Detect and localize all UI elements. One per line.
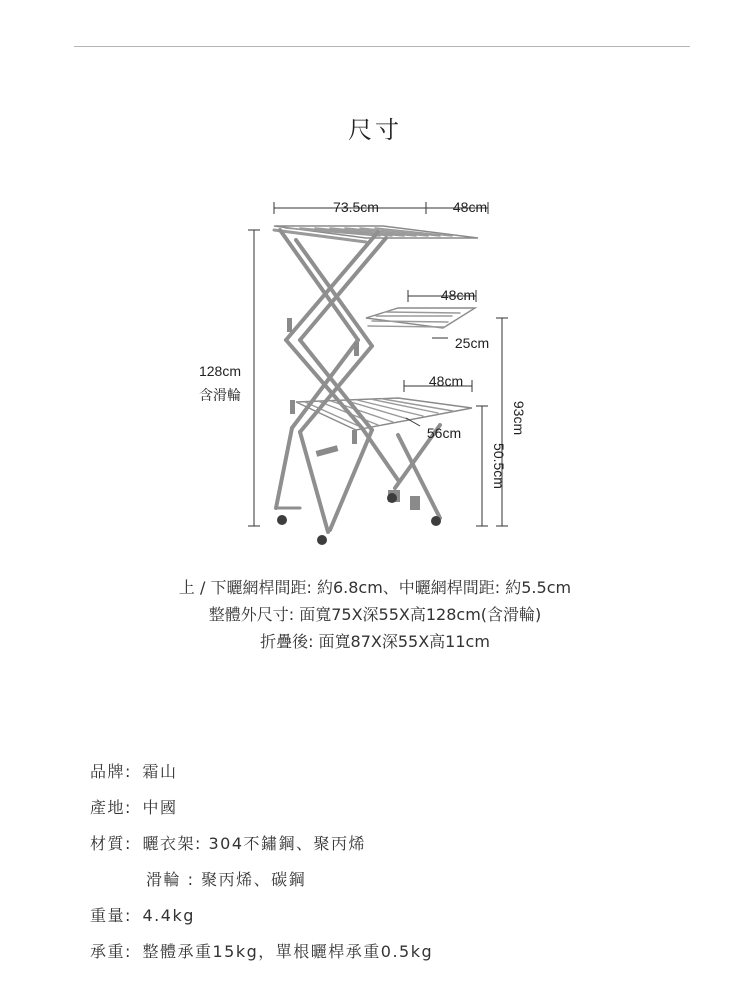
dim-height-93: 93cm	[511, 400, 527, 436]
spec-material-value-2: 滑輪 : 聚丙烯、碳鋼	[146, 870, 307, 889]
spec-material-value: 曬衣架: 304不鏽鋼、聚丙烯	[142, 834, 367, 853]
dimension-notes	[0, 574, 750, 655]
spec-origin-value: 中國	[142, 798, 178, 817]
spec-weight	[90, 902, 710, 938]
dim-low-width: 48cm	[428, 373, 464, 389]
drying-rack-diagram	[0, 190, 750, 560]
spec-weight-value: 4.4kg	[142, 906, 195, 925]
dim-top-width: 73.5cm	[333, 199, 379, 215]
dimension-lines	[248, 202, 508, 526]
spec-origin-label: 產地:	[90, 798, 132, 817]
scissor-frame	[276, 230, 440, 532]
dimension-line-3: 折疊後: 面寬87X深55X高11cm	[260, 632, 490, 651]
section-title: 尺寸	[348, 116, 402, 144]
spec-brand-label: 品牌:	[90, 762, 132, 781]
dim-low-depth: 56cm	[426, 425, 462, 441]
spec-load-label: 承重:	[90, 942, 132, 961]
spec-origin	[90, 794, 710, 830]
spec-brand-value: 霜山	[142, 762, 178, 781]
dimension-line-2: 整體外尺寸: 面寬75X深55X高128cm(含滑輪)	[208, 605, 542, 624]
dim-mid-depth: 25cm	[454, 335, 490, 351]
dim-total-height: 128cm	[198, 363, 242, 379]
spec-material-label: 材質:	[90, 834, 132, 853]
spec-brand	[90, 758, 710, 794]
spec-load	[90, 938, 710, 974]
middle-shelf	[366, 308, 475, 328]
dim-height-50: 50.5cm	[491, 443, 507, 489]
spec-weight-label: 重量:	[90, 906, 132, 925]
dimension-line-1: 上 / 下曬網桿間距: 約6.8cm、中曬網桿間距: 約5.5cm	[178, 578, 572, 597]
dim-total-height-note: 含滑輪	[199, 387, 241, 403]
dim-top-depth: 48cm	[452, 199, 488, 215]
spec-load-value: 整體承重15kg，單根曬桿承重0.5kg	[142, 942, 434, 961]
top-divider	[74, 46, 690, 47]
spec-list	[90, 758, 710, 974]
dim-mid-width: 48cm	[440, 287, 476, 303]
spec-material	[90, 830, 710, 866]
spec-material-2	[90, 866, 710, 902]
